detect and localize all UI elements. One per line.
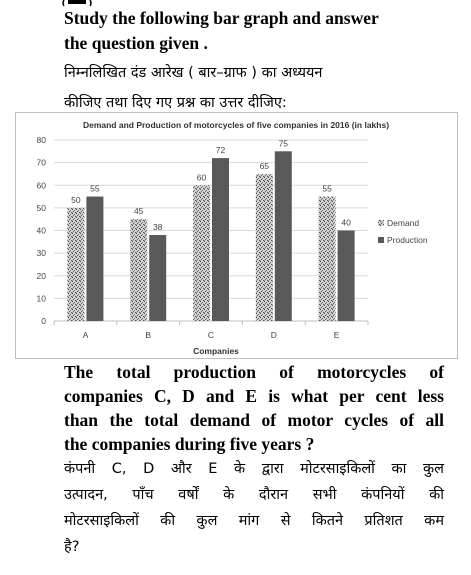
instruction-hindi-line-1: निम्नलिखित दंड आरेख ( बार–ग्राफ ) का अध्ययन	[64, 65, 323, 81]
data-label: 45	[133, 206, 144, 217]
chart-canvas	[16, 113, 457, 358]
x-axis	[54, 321, 368, 340]
demand-bar	[130, 219, 147, 321]
bars	[67, 138, 354, 321]
demand-bar	[67, 208, 84, 321]
production-bar	[86, 197, 103, 321]
question-english-line-1: The total production of motorcycles of	[64, 362, 444, 382]
question-hindi-line-2: उत्पादन, पाँच वर्षों के दौरान सभी कंपनियों की	[64, 487, 444, 503]
question-english-line-3: than the total demand of motor cycles of all	[64, 410, 444, 430]
x-tick-label: A	[82, 330, 89, 340]
instruction-english	[64, 6, 464, 56]
data-label: 38	[152, 222, 163, 233]
y-tick-label: 0	[41, 316, 46, 326]
chart-title: Demand and Production of motorcycles of five companies in 2016 (in lakhs)	[82, 120, 390, 130]
y-tick-label: 80	[36, 135, 46, 145]
data-label: 72	[215, 145, 226, 156]
production-bar	[149, 235, 166, 321]
instruction-hindi	[64, 58, 464, 118]
data-label: 60	[196, 172, 207, 183]
x-tick-label: E	[333, 330, 340, 340]
data-label: 40	[341, 217, 351, 228]
question-hindi-line-3: मोटरसाइकिलों की कुल मांग से कितने प्रतिशत कम	[64, 513, 444, 529]
data-label: 55	[322, 183, 332, 194]
question-hindi-line-4: है?	[64, 539, 80, 555]
legend-swatch	[378, 220, 384, 226]
demand-bar	[193, 185, 210, 321]
legend-swatch	[378, 237, 384, 243]
bar-chart	[15, 112, 458, 359]
question-english-line-2: companies C, D and E is what per cent less	[64, 386, 444, 406]
legend-label: Production	[387, 235, 428, 245]
y-tick-label: 30	[36, 248, 46, 259]
data-label: 65	[259, 160, 270, 171]
question-english-line-4: the companies during five years ?	[64, 434, 315, 454]
production-bar	[212, 158, 229, 321]
instruction-hindi-line-2: कीजिए तथा दिए गए प्रश्न का उत्तर दीजिए:	[64, 95, 287, 111]
x-tick-label: B	[145, 330, 152, 340]
demand-bar	[256, 174, 273, 321]
production-bar	[338, 231, 355, 322]
y-tick-label: 10	[36, 293, 46, 304]
y-tick-label: 40	[36, 225, 46, 236]
question-english	[64, 360, 444, 456]
demand-bar	[319, 197, 336, 321]
cropped-top-text	[60, 0, 100, 3]
x-axis-title: Companies	[193, 346, 239, 356]
production-bar	[275, 151, 292, 321]
y-tick-label: 50	[36, 202, 46, 213]
data-label: 50	[71, 194, 81, 205]
instruction-english-line-1: Study the following bar graph and answer	[64, 8, 379, 28]
data-label: 75	[278, 138, 289, 149]
question-hindi-line-1: कंपनी C, D और E के द्वारा मोटरसाइकिलों का कुल	[64, 461, 444, 477]
y-tick-label: 20	[36, 270, 46, 281]
instruction-english-line-2: the question given .	[64, 33, 208, 53]
y-tick-label: 60	[36, 180, 46, 191]
y-tick-label: 70	[36, 157, 46, 168]
data-label: 55	[90, 183, 100, 194]
legend-label: Demand	[387, 218, 420, 228]
question-hindi	[64, 456, 444, 560]
x-tick-label: D	[270, 330, 277, 340]
legend	[378, 218, 428, 245]
x-tick-label: C	[207, 330, 215, 340]
